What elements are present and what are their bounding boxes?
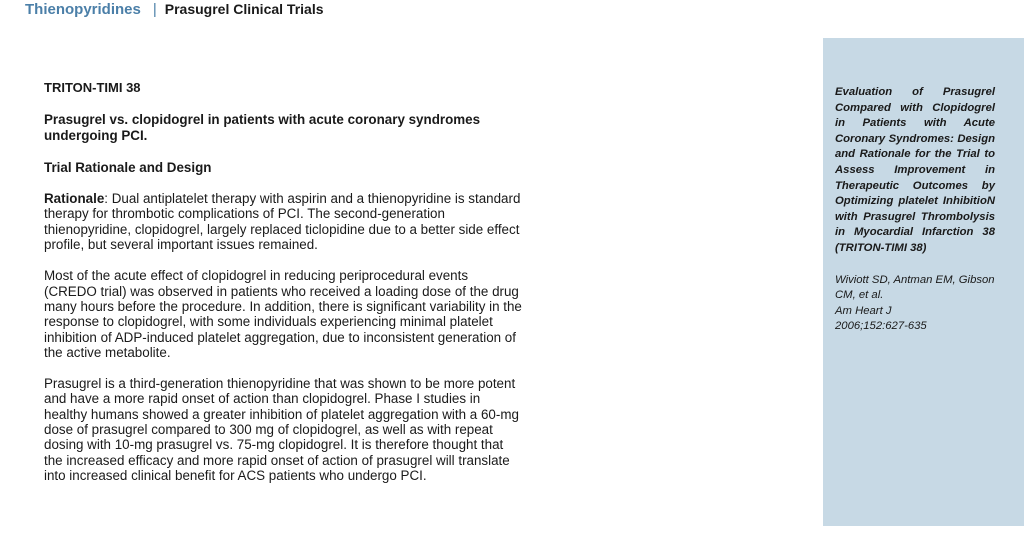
slide-header xyxy=(25,1,324,21)
reference-citation xyxy=(835,273,995,335)
reference-title: Evaluation of Prasugrel Compared with Clopidogrel in Patients with Acute Coronary Syndromes: Design and Rationale for the Trial to Assess Improvement in Therapeutic Outcomes by Optimizing platelet InhibitioN with Prasugrel Thrombolysis in Myocardial Infarction 38 (TRITON-TIMI 38) xyxy=(835,86,995,254)
prasugrel-paragraph: Prasugrel is a third-generation thienopyridine that was shown to be more potent and have a more rapid onset of action than clopidogrel. Phase I studies in healthy humans showed a greater inhibition of platelet aggregation with a 60-mg dose of prasugrel compared to 300 mg of clopidogrel, as well as with repeat dosing with 10-mg prasugrel vs. 75-mg clopidogrel. It is therefore thought that the increased efficacy and more rapid onset of action of prasugrel will translate into increased clinical benefit for ACS patients who undergo PCI. xyxy=(44,376,519,483)
reference-content xyxy=(835,85,995,335)
rationale-paragraph xyxy=(44,191,524,252)
header-page-title: Prasugrel Clinical Trials xyxy=(164,1,324,17)
reference-volume: 2006;152:627-635 xyxy=(835,320,927,333)
main-content xyxy=(44,80,524,483)
reference-journal: Am Heart J xyxy=(835,304,892,317)
reference-authors: Wiviott SD, Antman EM, Gibson CM, et al. xyxy=(835,273,995,302)
trial-subtitle: Prasugrel vs. clopidogrel in patients with acute coronary syndromes undergoing PCI. xyxy=(44,112,481,143)
trial-name: TRITON-TIMI 38 xyxy=(44,80,141,95)
rationale-text: : Dual antiplatelet therapy with aspirin and a thienopyridine is standard therapy for thrombotic complications of PCI. The second-generation thienopyridine, clopidogrel, largely replaced ticlopidine due to a better side effect profile, but several important issues remained. xyxy=(44,191,521,253)
reference-sidebar xyxy=(823,38,1024,526)
header-separator: | xyxy=(152,1,157,18)
header-section-title: Thienopyridines xyxy=(25,1,141,18)
clopidogrel-paragraph: Most of the acute effect of clopidogrel in reducing periprocedural events (CREDO trial) was observed in patients who received a loading dose of the drug many hours before the procedure. In addition, there is significant variability in the response to clopidogrel, with some individuals experiencing minimal platelet inhibition of ADP-induced platelet aggregation, due to inconsistent generation of the active metabolite. xyxy=(44,268,522,360)
section-title: Trial Rationale and Design xyxy=(44,159,212,175)
rationale-label: Rationale xyxy=(44,191,105,207)
